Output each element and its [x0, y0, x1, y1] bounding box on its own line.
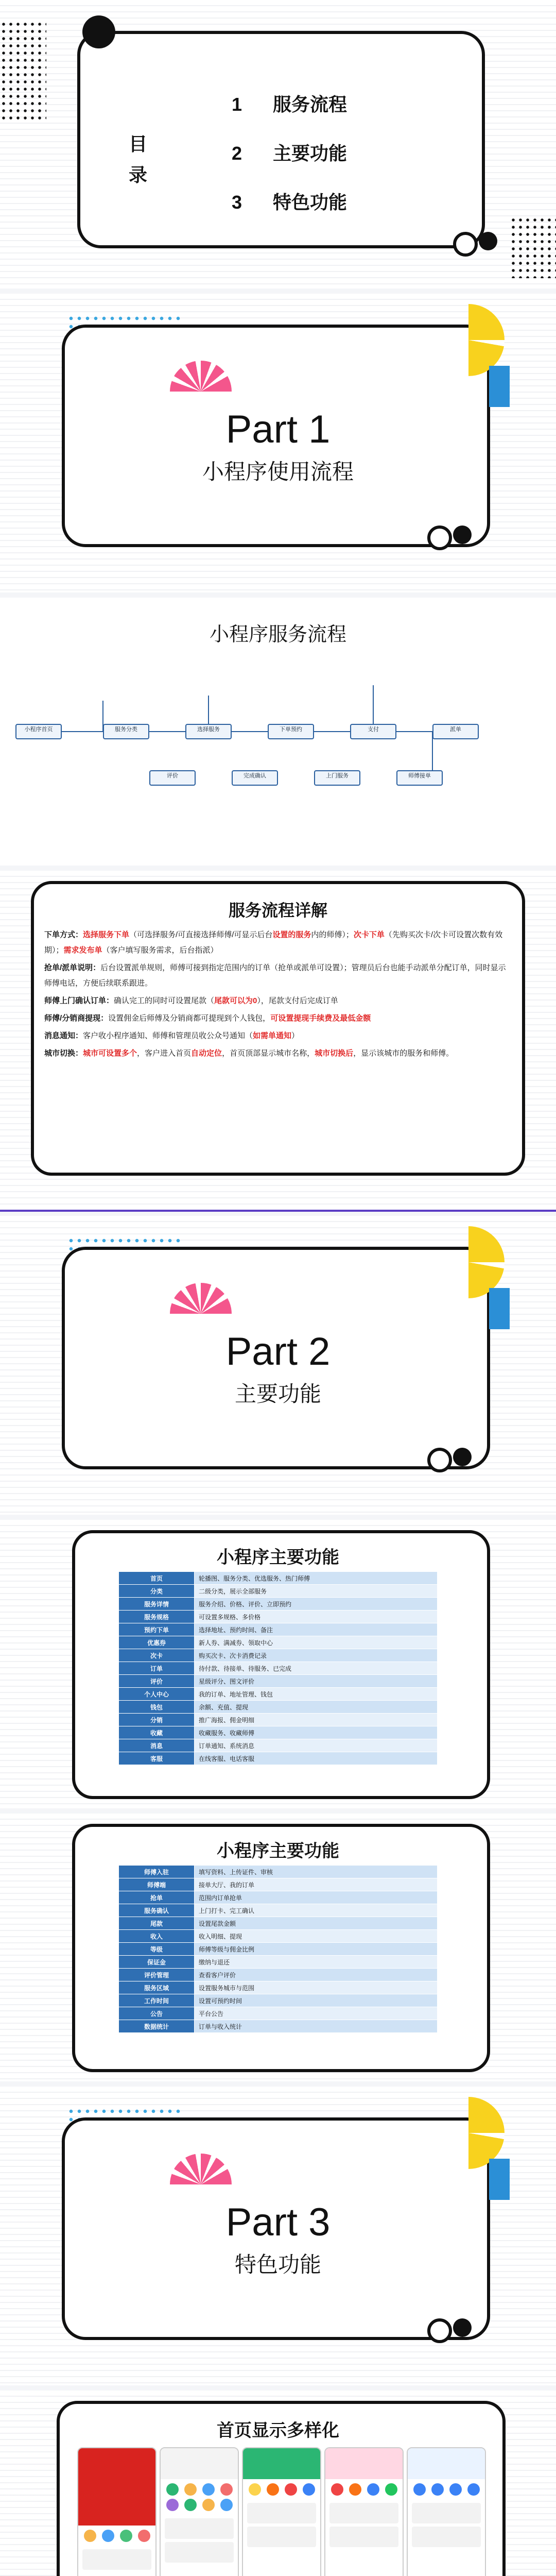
feature-name: 客服 [119, 1752, 195, 1765]
feature-desc: 余额、充值、提现 [195, 1701, 438, 1714]
feature-row [119, 1930, 438, 1943]
feature-row [119, 1981, 438, 1994]
feature-name: 预约下单 [119, 1623, 195, 1636]
feature-name: 服务确认 [119, 1904, 195, 1917]
feature-name: 钱包 [119, 1701, 195, 1714]
blue-block [489, 1288, 510, 1329]
toc-label: 目录 [129, 133, 148, 185]
feature-row [119, 1701, 438, 1714]
feature-row [119, 1994, 438, 2007]
feature-desc: 新人券、满减券、领取中心 [195, 1636, 438, 1649]
feature-desc: 设置尾款金额 [195, 1917, 438, 1930]
feature-name: 公告 [119, 2007, 195, 2020]
feature-name: 优惠券 [119, 1636, 195, 1649]
flow-slide [0, 598, 556, 866]
feature-desc: 接单大厅、我的订单 [195, 1878, 438, 1891]
dot-pattern-2 [510, 216, 556, 278]
feature-desc: 查看客户评价 [195, 1969, 438, 1981]
part-number: Part 2 [225, 1330, 331, 1374]
features2-slide [0, 1814, 556, 2081]
feature-name: 首页 [119, 1572, 195, 1585]
decor-ball [453, 526, 472, 544]
feature-row [119, 1623, 438, 1636]
flow-node: 师傅接单 [396, 770, 443, 786]
feature-desc: 设置可预约时间 [195, 1994, 438, 2007]
feature-name: 分类 [119, 1585, 195, 1598]
feature-name: 评价 [119, 1675, 195, 1688]
feature-desc: 我的订单、地址管理、钱包 [195, 1688, 438, 1701]
feature-desc: 星级评分、图文评价 [195, 1675, 438, 1688]
feature-name: 师傅端 [119, 1878, 195, 1891]
flow-node: 支付 [350, 724, 396, 739]
flow-node: 服务分类 [103, 724, 149, 739]
decor-ring [427, 2318, 452, 2343]
detail-slide [0, 871, 556, 1211]
features1-title: 小程序主要功能 [217, 1548, 339, 1567]
feature-desc: 订单通知、系统消息 [195, 1739, 438, 1752]
decor-ring [427, 1448, 452, 1472]
feature-desc: 可设置多规格、多价格 [195, 1611, 438, 1623]
feature-desc: 二级分类，展示全部服务 [195, 1585, 438, 1598]
feature-row [119, 1956, 438, 1969]
feature-desc: 范围内订单抢单 [195, 1891, 438, 1904]
feature-name: 工作时间 [119, 1994, 195, 2007]
feature-name: 次卡 [119, 1649, 195, 1662]
feature-row [119, 1675, 438, 1688]
phone-preview [77, 2447, 157, 2576]
home-slide [0, 2391, 556, 2576]
feature-name: 数据统计 [119, 2020, 195, 2033]
features1-table [118, 1571, 438, 1765]
home-title: 首页显示多样化 [217, 2421, 339, 2441]
feature-row [119, 1572, 438, 1585]
feature-desc: 缴纳与退还 [195, 1956, 438, 1969]
dot-pattern [0, 21, 46, 124]
feature-row [119, 1878, 438, 1891]
features1-slide [0, 1520, 556, 1808]
feature-row [119, 1866, 438, 1878]
feature-name: 服务区域 [119, 1981, 195, 1994]
feature-row [119, 1943, 438, 1956]
yellow-quarter [432, 2097, 505, 2169]
flow-node: 派单 [432, 724, 479, 739]
feature-desc: 设置服务城市与范围 [195, 1981, 438, 1994]
feature-name: 尾款 [119, 1917, 195, 1930]
flow-node: 小程序首页 [15, 724, 62, 739]
feature-desc: 师傅等级与佣金比例 [195, 1943, 438, 1956]
feature-desc: 收藏服务、收藏师傅 [195, 1726, 438, 1739]
part2-slide [0, 1216, 556, 1515]
feature-row [119, 1649, 438, 1662]
part3-title [0, 2200, 556, 2279]
part1-title [0, 407, 556, 486]
feature-row [119, 1688, 438, 1701]
features2-table [118, 1865, 438, 2033]
part-number: Part 1 [225, 408, 331, 451]
flow-node: 完成确认 [232, 770, 278, 786]
phone-preview [324, 2447, 404, 2576]
detail-title: 服务流程详解 [228, 901, 327, 920]
feature-name: 消息 [119, 1739, 195, 1752]
feature-row [119, 1904, 438, 1917]
flow-node: 选择服务 [185, 724, 232, 739]
feature-row [119, 1598, 438, 1611]
detail-city: 城市切换：城市可设置多个，客户进入首页自动定位，首页顶部显示城市名称，城市切换后，显示该城市的服务和师傅。 [44, 1049, 454, 1058]
feature-row [119, 2007, 438, 2020]
feature-row [119, 1662, 438, 1675]
toc-item-2: 2 主要功能 [232, 143, 348, 164]
feature-row [119, 2020, 438, 2033]
part1-slide [0, 294, 556, 592]
feature-row [119, 1917, 438, 1930]
feature-desc: 服务介绍、价格、评价、立即预约 [195, 1598, 438, 1611]
feature-row [119, 1636, 438, 1649]
feature-desc: 购买次卡、次卡消费记录 [195, 1649, 438, 1662]
blue-block [489, 366, 510, 407]
feature-desc: 轮播图、服务分类、优选服务、热门师傅 [195, 1572, 438, 1585]
detail-confirm: 师傅上门确认订单：确认完工的同时可设置尾款（尾款可以为0），尾款支付后完成订单 [44, 996, 338, 1005]
feature-name: 服务详情 [119, 1598, 195, 1611]
phone-preview [407, 2447, 486, 2576]
feature-name: 分销 [119, 1714, 195, 1726]
part-subtitle: 小程序使用流程 [202, 460, 354, 484]
feature-name: 抢单 [119, 1891, 195, 1904]
feature-name: 收入 [119, 1930, 195, 1943]
part2-title [0, 1329, 556, 1408]
feature-row [119, 1969, 438, 1981]
feature-name: 订单 [119, 1662, 195, 1675]
decor-ball-2 [479, 232, 497, 250]
flow-node: 上门服务 [314, 770, 360, 786]
phone-preview [242, 2447, 321, 2576]
feature-name: 保证金 [119, 1956, 195, 1969]
detail-body [44, 927, 511, 1063]
flow-node: 下单预约 [268, 724, 314, 739]
feature-row [119, 1585, 438, 1598]
section-divider [0, 1210, 556, 1212]
part3-slide [0, 2087, 556, 2385]
yellow-quarter [432, 1226, 505, 1298]
feature-name: 师傅入驻 [119, 1866, 195, 1878]
toc-item-1: 1 服务流程 [232, 94, 348, 115]
feature-desc: 选择地址、预约时间、备注 [195, 1623, 438, 1636]
feature-row [119, 1714, 438, 1726]
feature-row [119, 1726, 438, 1739]
feature-row [119, 1752, 438, 1765]
feature-desc: 平台公告 [195, 2007, 438, 2020]
feature-desc: 上门打卡、完工确认 [195, 1904, 438, 1917]
decor-ring [427, 526, 452, 550]
flow-title: 小程序服务流程 [209, 624, 346, 646]
part-subtitle: 特色功能 [234, 2252, 321, 2277]
feature-desc: 待付款、待接单、待服务、已完成 [195, 1662, 438, 1675]
feature-name: 个人中心 [119, 1688, 195, 1701]
feature-desc: 填写资料、上传证件、审核 [195, 1866, 438, 1878]
feature-name: 评价管理 [119, 1969, 195, 1981]
flow-diagram [0, 654, 556, 860]
flow-node: 评价 [149, 770, 196, 786]
phone-preview [160, 2447, 239, 2576]
decor-ball [453, 2318, 472, 2337]
feature-desc: 收入明细、提现 [195, 1930, 438, 1943]
part-subtitle: 主要功能 [234, 1382, 321, 1406]
feature-name: 服务规格 [119, 1611, 195, 1623]
detail-withdraw: 师傅/分销商提现：设置佣金后师傅及分销商都可提现到个人钱包，可设置提现手续费及最低金额 [44, 1014, 371, 1023]
feature-desc: 在线客服、电话客服 [195, 1752, 438, 1765]
detail-notify: 消息通知：客户收小程序通知、师傅和管理员收公众号通知（如需单通知） [44, 1031, 300, 1040]
feature-desc: 订单与收入统计 [195, 2020, 438, 2033]
detail-order-methods: 下单方式：选择服务下单（可选择服务/可直接选择师傅/可显示后台设置的服务内的师傅）；次卡下单（先购买次卡/次卡可设置次数有效期）；需求发布单（客户填写服务需求，后台指派） [44, 930, 503, 955]
detail-dispatch: 抢单/派单说明：后台设置派单规则，师傅可接到指定范围内的订单（抢单或派单可设置）；管理员后台也能手动派单分配订单，同时显示师傅电话，方便后续联系跟进。 [44, 963, 506, 988]
feature-name: 收藏 [119, 1726, 195, 1739]
decor-ball [453, 1448, 472, 1466]
part-number: Part 3 [225, 2200, 331, 2244]
feature-desc: 推广海报、佣金明细 [195, 1714, 438, 1726]
toc-item-3: 3 特色功能 [232, 192, 348, 213]
decor-ring [453, 232, 478, 257]
features2-title: 小程序主要功能 [217, 1841, 339, 1861]
feature-row [119, 1891, 438, 1904]
yellow-quarter [432, 304, 505, 376]
blue-block [489, 2159, 510, 2200]
toc-slide [0, 0, 556, 289]
feature-row [119, 1739, 438, 1752]
feature-name: 等级 [119, 1943, 195, 1956]
decor-ball [82, 15, 115, 48]
feature-row [119, 1611, 438, 1623]
